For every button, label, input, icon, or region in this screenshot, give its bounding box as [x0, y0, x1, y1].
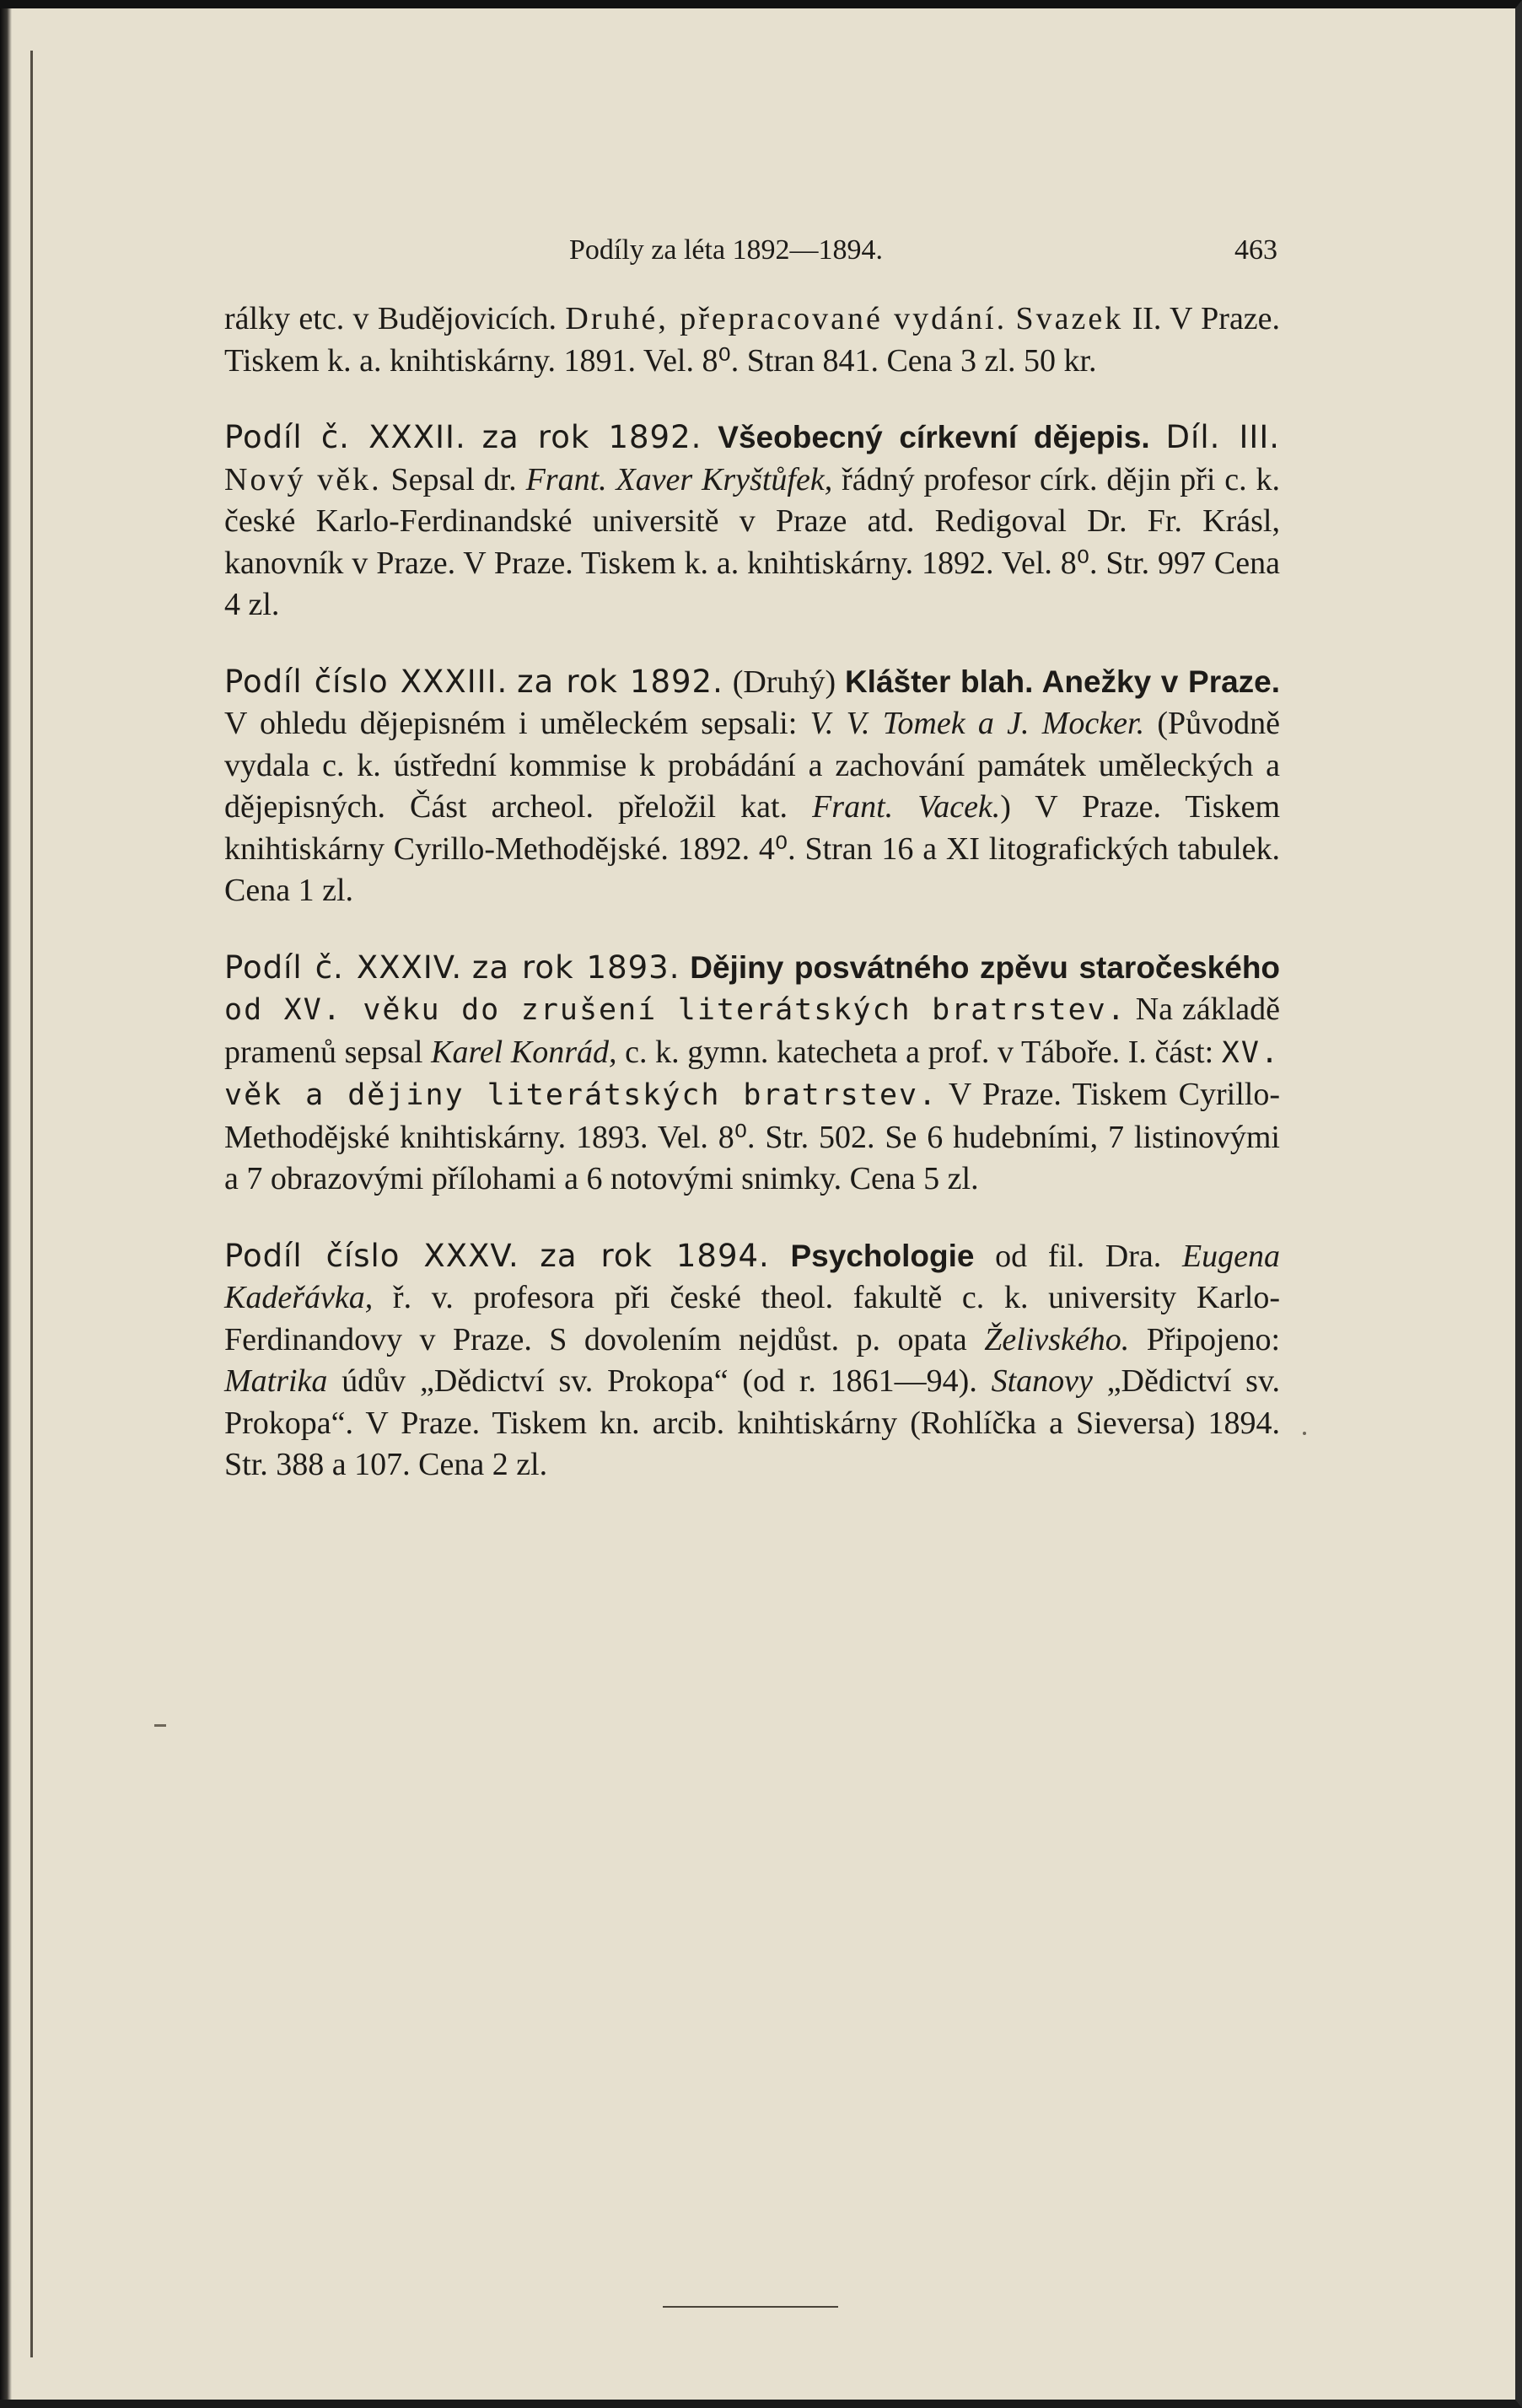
entry-translator: Frant. Vacek.	[812, 789, 1001, 825]
entry-text: Na základě pramenů sepsal	[224, 992, 1280, 1070]
entry-text: Sepsal dr.	[390, 461, 517, 497]
entry-author: Karel Konrád,	[431, 1034, 617, 1070]
entry-author: Frant. Xaver Kryštůfek,	[525, 461, 833, 497]
section-divider	[663, 2306, 838, 2308]
entry-year: za rok 1893.	[471, 949, 680, 986]
entry-subtitle: od XV. věku do zrušení literátských bratrstev.	[224, 993, 1127, 1027]
entry-text: od fil. Dra.	[995, 1238, 1162, 1274]
entry-text: V ohledu dějepisném i uměleckém sepsali:	[224, 706, 798, 741]
entry-text: ) V Praze. Tiskem knihtiskárny Cyrillo-Methodějské. 1892. 4⁰. Stran 16 a XI litografických tabulek. Cena 1 zl.	[224, 789, 1281, 908]
entry-text: (Původně vydala c. k. ústřední kommise k probádání a zachování památek uměleckých a dějepisných. Část archeol. přeložil kat.	[224, 706, 1281, 825]
entry-year: za rok 1894.	[540, 1237, 770, 1274]
entry-xxxii	[224, 417, 1280, 626]
edition-note: Druhé, přepracované vydání.	[565, 301, 1008, 336]
entry-text: rálky etc. v Budějovicích.	[224, 301, 557, 336]
entry-xxxiv	[224, 947, 1280, 1201]
page-body	[224, 298, 1280, 1521]
entry-text: Připojeno:	[1146, 1321, 1281, 1357]
entry-subtitle: Nový věk.	[224, 461, 382, 497]
entry-text: údův „Dědictví sv. Prokopa“ (od r. 1861—94).	[342, 1363, 977, 1399]
entry-author: V. V. Tomek a J. Mocker.	[809, 706, 1145, 741]
entry-text: II. V Praze. Tiskem k. a. knihtiskárny. 1891. Vel. 8⁰. Stran 841. Cena 3 zl. 50 kr.	[224, 301, 1281, 379]
entry-text: Díl. III.	[1165, 419, 1281, 455]
entry-xxxv	[224, 1235, 1280, 1486]
entry-text: c. k. gymn. katecheta a prof. v Táboře. I. část:	[625, 1034, 1214, 1070]
entry-number: Podíl číslo XXXIII.	[224, 663, 508, 700]
entry-title: Dějiny posvátného zpěvu staročeského	[690, 949, 1281, 985]
entry-number: Podíl č. XXXIV.	[224, 949, 463, 986]
running-title: Podíly za léta 1892—1894.	[569, 234, 884, 266]
entry-continuation	[224, 298, 1280, 382]
entry-text: ř. v. profesora při české theol. fakultě c. k. university Karlo-Ferdinandovy v Praze. S dovolením nejdůst. p. opata	[224, 1280, 1281, 1357]
entry-text: řádný profesor círk. dějin při c. k. české Karlo-Ferdinandské universitě v Praze atd. Redigoval Dr. Fr. Krásl, kanovník v Praze. V Praze. Tiskem k. a. knihtiskárny. 1892. Vel. 8⁰. Str. 997 Cena 4 zl.	[224, 461, 1281, 622]
volume-label: Svazek	[1015, 301, 1124, 336]
entry-author: Eugena Kadeřávka,	[224, 1238, 1281, 1315]
entry-year: za rok 1892.	[481, 419, 702, 455]
entry-text: (Druhý)	[732, 664, 836, 700]
entry-title: Psychologie	[790, 1238, 975, 1273]
entry-year: za rok 1892.	[517, 663, 723, 700]
entry-number: Podíl č. XXXII.	[224, 419, 466, 455]
scan-mark	[1303, 1432, 1306, 1435]
entry-work-title: Matrika	[224, 1363, 328, 1399]
entry-text: V Praze. Tiskem Cyrillo-Methodějské knihtiskárny. 1893. Vel. 8⁰. Str. 502. Se 6 hudebními, 7 listinovými a 7 obrazovými přílohami a 6 notovými snimky. Cena 5 zl.	[224, 1077, 1280, 1196]
entry-subtitle: XV. věk a dějiny literátských bratrstev.	[224, 1035, 1281, 1112]
entry-abbot: Želivského.	[984, 1321, 1130, 1357]
entry-xxxiii	[224, 661, 1280, 912]
page-number: 463	[1234, 234, 1277, 266]
entry-number: Podíl číslo XXXV.	[224, 1237, 519, 1274]
entry-text: „Dědictví sv. Prokopa“. V Praze. Tiskem kn. arcib. knihtiskárny (Rohlíčka a Sieversa) 1894. Str. 388 a 107. Cena 2 zl.	[224, 1363, 1281, 1482]
page-header	[569, 234, 1277, 277]
binding-edge	[30, 51, 33, 2357]
entry-work-title: Stanovy	[991, 1363, 1093, 1399]
scan-mark	[154, 1724, 166, 1727]
entry-title: Klášter blah. Anežky v Praze.	[844, 664, 1281, 699]
entry-title: Všeobecný církevní dějepis.	[718, 420, 1150, 454]
